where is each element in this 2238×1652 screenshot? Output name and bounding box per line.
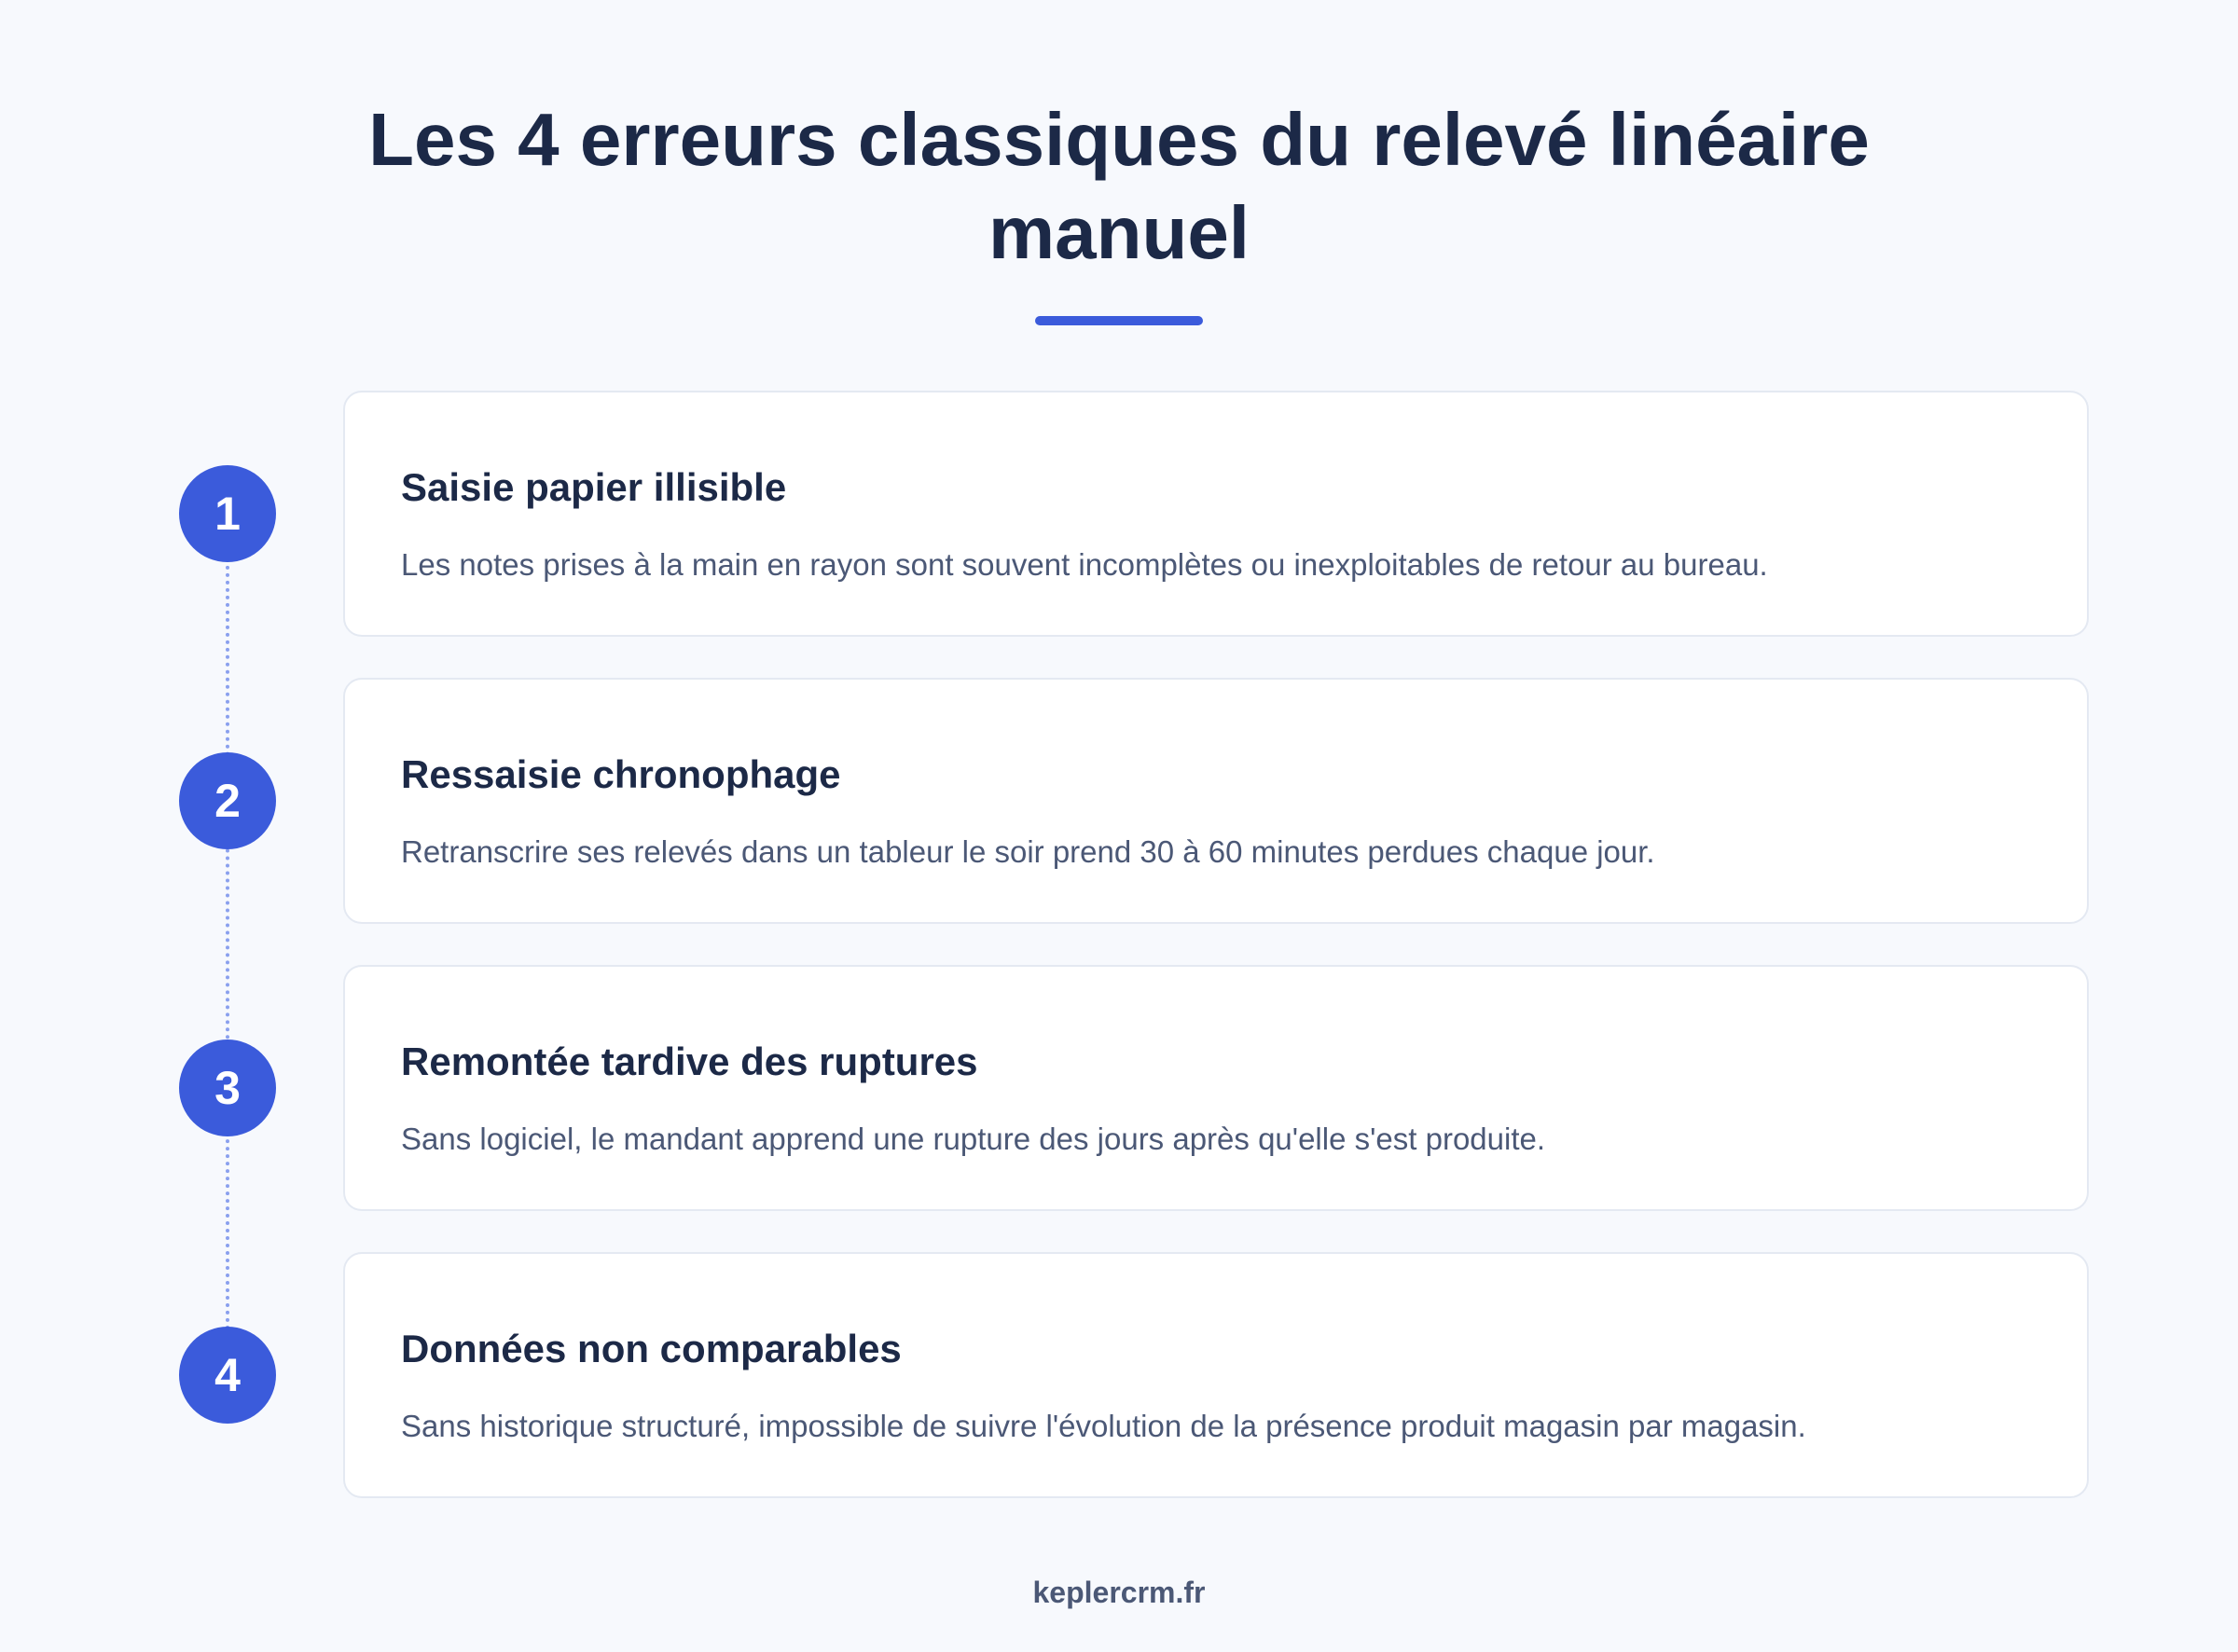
step-title: Données non comparables bbox=[401, 1327, 902, 1370]
timeline-connector bbox=[226, 514, 229, 1375]
step-description: Sans logiciel, le mandant apprend une rupture des jours après qu'elle s'est produite. bbox=[401, 1122, 1546, 1156]
step-title: Saisie papier illisible bbox=[401, 465, 787, 509]
step-card bbox=[343, 965, 2089, 1211]
step-description: Retranscrire ses relevés dans un tableur le soir prend 30 à 60 minutes perdues chaque jour. bbox=[401, 834, 1655, 869]
step-number-badge: 4 bbox=[179, 1327, 276, 1424]
title-underline bbox=[1035, 316, 1203, 325]
step-card bbox=[343, 391, 2089, 637]
footer-domain: keplercrm.fr bbox=[1032, 1576, 1206, 1609]
step-title: Remontée tardive des ruptures bbox=[401, 1039, 978, 1083]
step-number-badge: 1 bbox=[179, 465, 276, 562]
step-number-badge: 2 bbox=[179, 752, 276, 849]
step-card bbox=[343, 1252, 2089, 1498]
step-title: Ressaisie chronophage bbox=[401, 752, 841, 796]
step-description: Sans historique structuré, impossible de suivre l'évolution de la présence produit magasin par magasin. bbox=[401, 1409, 1806, 1443]
step-card bbox=[343, 678, 2089, 924]
step-description: Les notes prises à la main en rayon sont souvent incomplètes ou inexploitables de retour au bureau. bbox=[401, 547, 1768, 582]
step-number-badge: 3 bbox=[179, 1039, 276, 1136]
page-title: Les 4 erreurs classiques du relevé linéaire manuel bbox=[368, 98, 1870, 274]
